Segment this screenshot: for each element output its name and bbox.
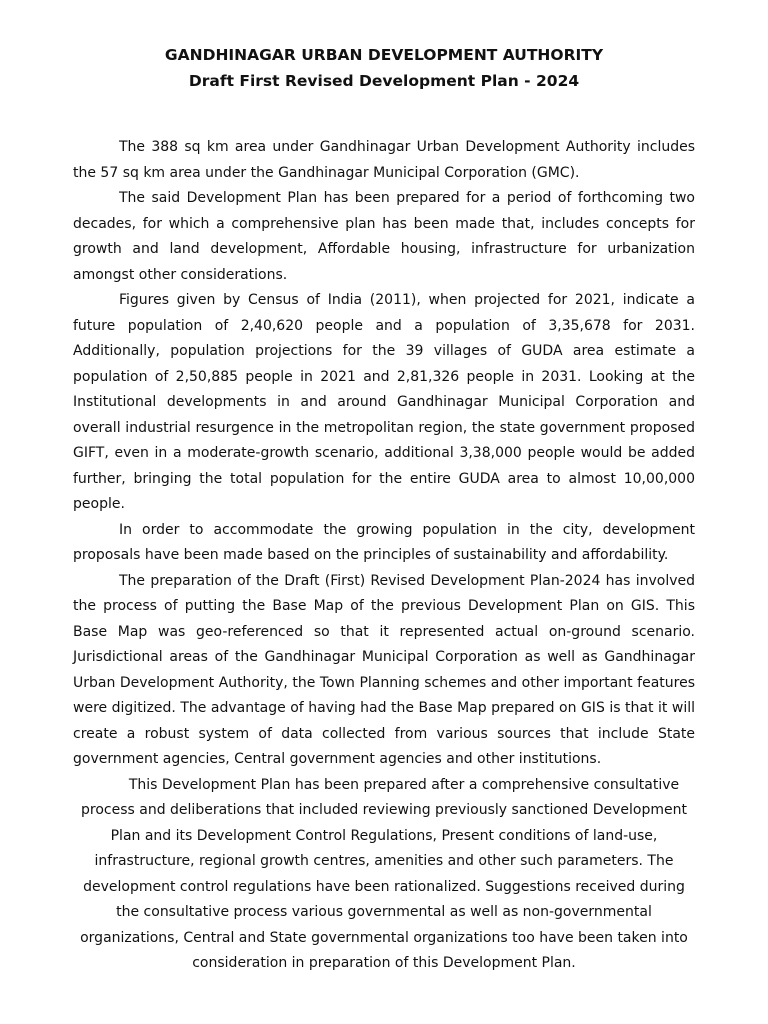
paragraph-consultation: This Development Plan has been prepared after a comprehensive consultative process and deliberations that included reviewing previously sanctioned Development Plan and its Development Control Regulations, Present conditions of land-use, infrastructure, regional growth centres, amenities and other such parameters. The development control regulations have been rationalized. Suggestions received during the consultative process various governmental as well as non-governmental organizations, Central and State governmental organizations too have been taken into consideration in preparation of this Development Plan. bbox=[80, 776, 688, 971]
document-subheading: Draft First Revised Development Plan - 2024 bbox=[188, 72, 580, 90]
paragraph-gis-base-map: The preparation of the Draft (First) Revised Development Plan-2024 has involved the process of putting the Base Map of the previous Development Plan on GIS. This Base Map was geo-referenced so that it represented actual on-ground scenario. Jurisdictional areas of the Gandhinagar Municipal Corporation as well as Gandhinagar Urban Development Authority, the Town Planning schemes and other important features were digitized. The advantage of having had the Base Map prepared on GIS is that it will create a robust system of data collected from various sources that include State government agencies, Central government agencies and other institutions. bbox=[73, 572, 695, 767]
paragraph-area: The 388 sq km area under Gandhinagar Urban Development Authority includes the 57 sq km area under the Gandhinagar Municipal Corporation (GMC). bbox=[73, 139, 695, 181]
document-heading: GANDHINAGAR URBAN DEVELOPMENT AUTHORITY bbox=[164, 46, 604, 64]
paragraph-plan-period: The said Development Plan has been prepared for a period of forthcoming two decades, for which a comprehensive plan has been made that, includes concepts for growth and land development, Affordable housing, infrastructure for urbanization amongst other considerations. bbox=[73, 190, 695, 283]
paragraph-population: Figures given by Census of India (2011), when projected for 2021, indicate a future population of 2,40,620 people and a population of 3,35,678 for 2031. Additionally, population projections for the 39 villages of GUDA area estimate a population of 2,50,885 people in 2021 and 2,81,326 people in 2031. Looking at the Institutional developments in and around Gandhinagar Municipal Corporation and overall industrial resurgence in the metropolitan region, the state government proposed GIFT, even in a moderate-growth scenario, additional 3,38,000 people would be added further, bringing the total population for the entire GUDA area to almost 10,00,000 people. bbox=[73, 292, 695, 512]
document-body bbox=[73, 135, 695, 977]
paragraph-proposals: In order to accommodate the growing population in the city, development proposals have been made based on the principles of sustainability and affordability. bbox=[73, 521, 695, 563]
